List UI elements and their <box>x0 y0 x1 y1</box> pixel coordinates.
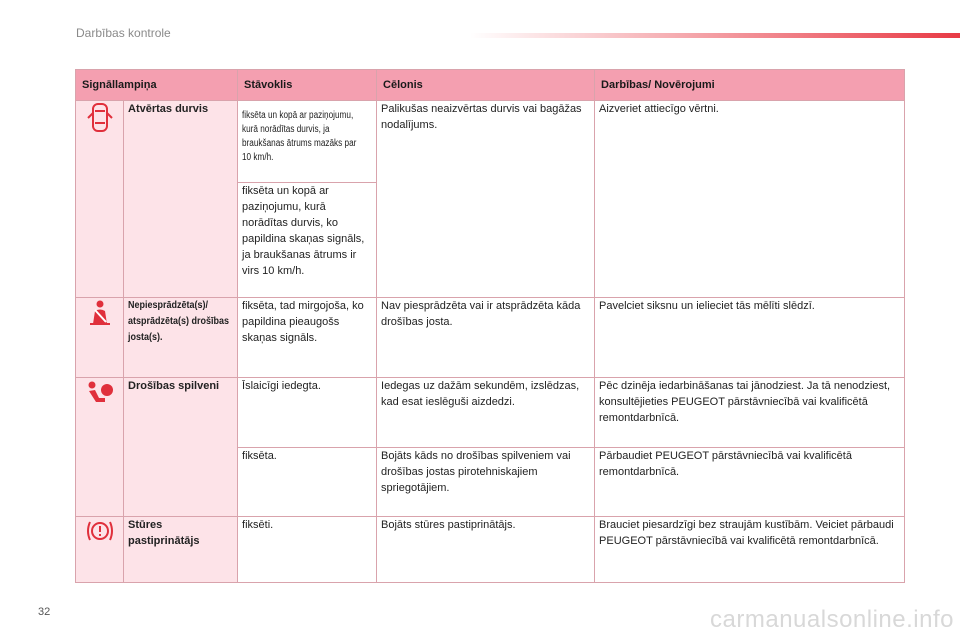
page-section-title: Darbības kontrole <box>76 26 171 40</box>
airbag-icon <box>76 378 124 517</box>
watermark: carmanualsonline.info <box>710 606 954 633</box>
state-airbags-1: Īslaicīgi iedegta. <box>238 378 377 448</box>
lamp-name-steering: Stūres pastiprinātājs <box>124 517 238 583</box>
cause-doors: Palikušas neaizvērtas durvis vai bagāžas nodalījums. <box>377 101 595 298</box>
action-airbags-2: Pārbaudiet PEUGEOT pārstāvniecībā vai kvalificētā remontdarbnīcā. <box>595 448 905 517</box>
state-doors-1: fiksēta un kopā ar paziņojumu, kurā norādītas durvis, ja braukšanas ātrums mazāks par 10 km/h. <box>242 110 357 163</box>
seatbelt-icon <box>76 298 124 378</box>
lamp-name-airbags: Drošības spilveni <box>124 378 238 517</box>
lamp-name-seatbelt: Nepiesprādzēta(s)/ atsprādzēta(s) drošības josta(s). <box>128 300 230 343</box>
table-row-airbags <box>76 378 905 448</box>
table-row-seatbelt <box>76 298 905 378</box>
column-header-action: Darbības/ Novērojumi <box>595 70 905 101</box>
cause-steering: Bojāts stūres pastiprinātājs. <box>377 517 595 583</box>
cause-airbags-2: Bojāts kāds no drošības spilveniem vai drošības jostas pirotehniskajiem spriegotājiem. <box>377 448 595 517</box>
header-rule <box>470 33 960 38</box>
state-airbags-2: fiksēta. <box>238 448 377 517</box>
page-number: 32 <box>38 606 51 618</box>
state-steering: fiksēti. <box>238 517 377 583</box>
table-row-steering <box>76 517 905 583</box>
action-seatbelt: Pavelciet siksnu un ielieciet tās mēlīti slēdzī. <box>595 298 905 378</box>
state-seatbelt: fiksēta, tad mirgojoša, ko papildina pieaugošs skaņas signāls. <box>238 298 377 378</box>
warning-lamps-table <box>75 69 905 583</box>
column-header-state: Stāvoklis <box>238 70 377 101</box>
power-steering-icon <box>76 517 124 583</box>
state-doors-2: fiksēta un kopā ar paziņojumu, kurā norādītas durvis, ko papildina skaņas signāls, ja braukšanas ātrums ir virs 10 km/h. <box>238 183 377 298</box>
lamp-name-doors: Atvērtas durvis <box>124 101 238 298</box>
lamp-name-cell-seatbelt <box>124 298 238 378</box>
action-airbags-1: Pēc dzinēja iedarbināšanas tai jānodziest. Ja tā nenodziest, konsultējieties PEUGEOT pārstāvniecībā vai kvalificētā remontdarbnīcā. <box>595 378 905 448</box>
table-row-doors <box>76 101 905 183</box>
state-cell-doors-1 <box>238 101 377 183</box>
cause-airbags-1: Iedegas uz dažām sekundēm, izslēdzas, kad esat ieslēguši aizdedzi. <box>377 378 595 448</box>
column-header-cause: Cēlonis <box>377 70 595 101</box>
action-doors: Aizveriet attiecīgo vērtni. <box>595 101 905 298</box>
door-open-icon <box>76 101 124 298</box>
action-steering: Brauciet piesardzīgi bez straujām kustībām. Veiciet pārbaudi PEUGEOT pārstāvniecībā vai kvalificētā remontdarbnīcā. <box>595 517 905 583</box>
column-header-lamp: Signāllampiņa <box>76 70 238 101</box>
cause-seatbelt: Nav piesprādzēta vai ir atsprādzēta kāda drošības josta. <box>377 298 595 378</box>
table-header-row <box>76 70 905 101</box>
